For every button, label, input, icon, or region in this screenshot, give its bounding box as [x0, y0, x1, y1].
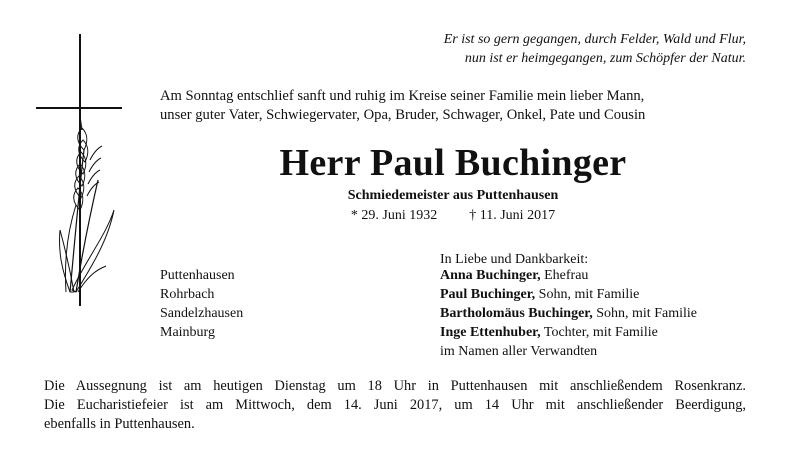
mourner-name: Anna Buchinger, [440, 268, 541, 283]
mourner-name: Inge Ettenhuber, [440, 325, 541, 340]
mourners-closing: im Namen aller Verwandten [440, 344, 598, 359]
mourner-item [440, 304, 697, 323]
intro-line: Am Sonntag entschlief sanft und ruhig im Kreise seiner Familie mein lieber Mann, [160, 88, 645, 104]
intro-line: unser guter Vater, Schwiegervater, Opa, Bruder, Schwager, Onkel, Pate und Cousin [160, 107, 646, 123]
mourner-relation: Sohn, mit Familie [596, 306, 697, 321]
deceased-name: Herr Paul Buchinger [279, 142, 627, 184]
mourner-relation: Tochter, mit Familie [543, 325, 658, 340]
mourner-list [440, 266, 697, 361]
mourner-relation: Sohn, mit Familie [538, 287, 640, 302]
mourner-places [160, 266, 243, 342]
mourner-relation: Ehefrau [544, 268, 589, 283]
mourner-item [440, 266, 697, 285]
death-date: † 11. Juni 2017 [469, 208, 556, 223]
mourner-item [440, 285, 697, 304]
footer-line: ebenfalls in Puttenhausen. [44, 416, 195, 432]
footer-line: Die Eucharistiefeier ist am Mittwoch, dem 14. Juni 2017, um 14 Uhr mit anschließender Beerdigung, [44, 397, 746, 413]
mourner-item [440, 323, 697, 342]
mourners-heading: In Liebe und Dankbarkeit: [440, 252, 589, 267]
mourner-name: Bartholomäus Buchinger, [440, 306, 593, 321]
place-item: Puttenhausen [160, 268, 235, 283]
cross-with-wheat-icon [36, 30, 126, 310]
place-item: Mainburg [160, 325, 215, 340]
poem-line: nun ist er heimgegangen, zum Schöpfer der Natur. [464, 51, 746, 66]
deceased-occupation: Schmiedemeister aus Puttenhausen [347, 188, 559, 203]
place-item: Sandelzhausen [160, 306, 244, 321]
intro-text [160, 87, 746, 125]
footer-line: Die Aussegnung ist am heutigen Dienstag um 18 Uhr in Puttenhausen mit anschließendem Rosenkranz. [44, 378, 746, 394]
birth-date: * 29. Juni 1932 [350, 208, 438, 223]
place-item: Rohrbach [160, 287, 215, 302]
mourner-name: Paul Buchinger, [440, 287, 536, 302]
poem-line: Er ist so gern gegangen, durch Felder, Wald und Flur, [443, 32, 746, 47]
poem-verse [326, 30, 746, 68]
life-dates [160, 206, 746, 225]
funeral-details [44, 377, 746, 434]
